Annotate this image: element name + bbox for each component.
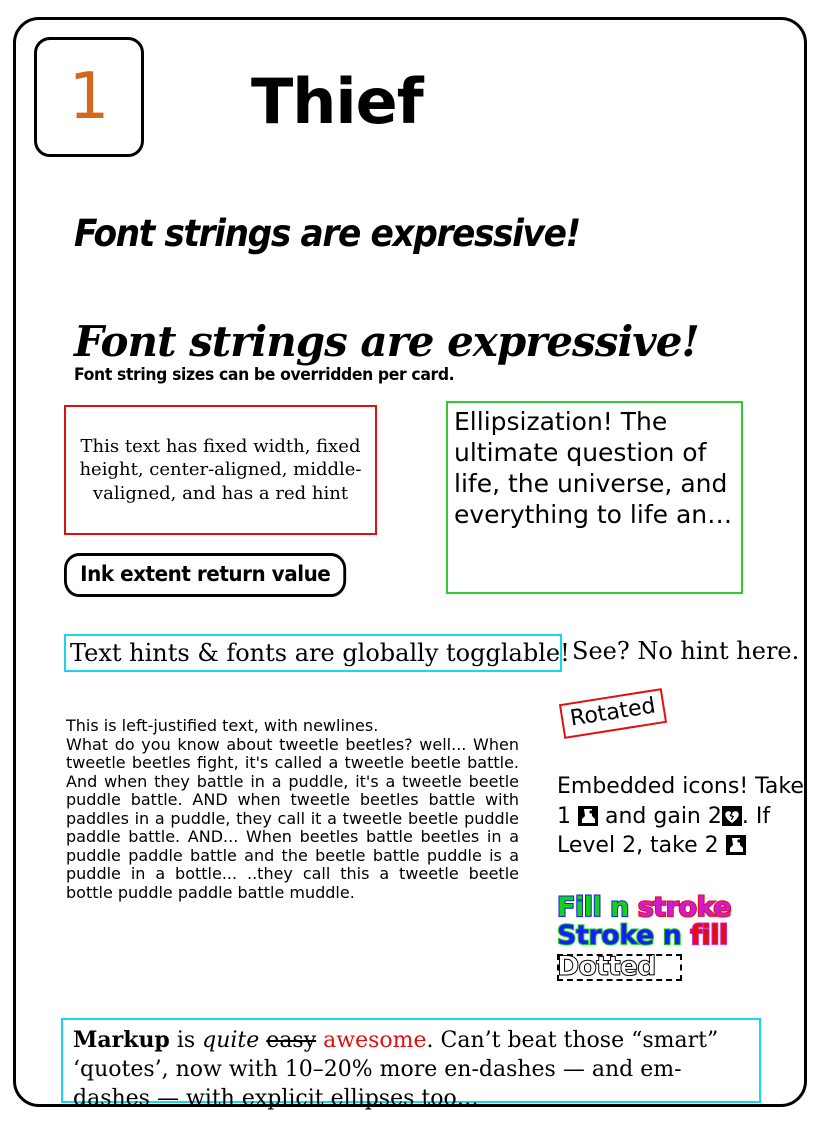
broken-heart-icon [722, 806, 742, 826]
expressive-subtext: Font string sizes can be overridden per card. [74, 365, 455, 385]
icons-text-part-1: Embedded icons! Take 1 [557, 774, 804, 829]
justified-first-line: This is left-justified text, with newlines. [66, 716, 379, 735]
boot-icon [578, 806, 598, 826]
rotated-label: Rotated [559, 688, 667, 739]
dotted-text: Dotted [557, 950, 656, 982]
hint-toggle-box [64, 634, 570, 672]
card-container [13, 17, 807, 1112]
dotted-text-wrapper [557, 951, 655, 982]
level-number: 1 [68, 60, 110, 134]
fill-stroke-line-2 [557, 922, 807, 950]
ellipsization-text: Ellipsization! The ultimate question of life, the universe, and everything to life an… [454, 407, 733, 529]
level-badge [34, 37, 144, 157]
markup-bold: Markup [73, 1027, 170, 1053]
markup-box [61, 1018, 761, 1112]
markup-rest: . Can’t beat those “smart” ‘quotes’, now with 10–20% more en-dashes — and em-dashes — with explicit ellipses too… [73, 1028, 719, 1112]
fill-n-text: Fill n [557, 892, 638, 923]
markup-red: awesome [323, 1028, 427, 1053]
fixed-size-text-box [64, 405, 377, 535]
markup-strike: easy [266, 1028, 317, 1053]
ink-extent-badge: Ink extent return value [64, 553, 347, 597]
boot-icon [726, 835, 746, 855]
expressive-heading-oblique: Font strings are expressive! [74, 212, 580, 255]
page-title: Thief [251, 65, 423, 138]
justified-text-block [66, 717, 519, 902]
ellipsization-text-box [446, 401, 743, 594]
stroke-text: stroke [637, 892, 732, 923]
no-hint-text: See? No hint here. [572, 637, 800, 665]
markup-mid: is [169, 1028, 203, 1053]
fill-stroke-demo [557, 894, 807, 982]
icons-text-part-3: . If Level 2, take 2 [557, 803, 771, 859]
justified-body: What do you know about tweetle beetles? well... When tweetle beetles fight, it's called a tweetle beetle battle. And when they battle in a puddle, it's a tweetle beetle puddle battle. AND when tweetle beetles battle with paddles in a puddle, they call it a tweetle beetle puddle paddle battle. AND... When beetles battle beetles in a puddle paddle battle and the beetle battle puddle is a puddle in a bottle... ..they call this a tweetle beetle bottle puddle paddle battle muddle. [66, 734, 519, 902]
markup-text [73, 1026, 749, 1113]
fill-stroke-line-1 [557, 894, 807, 922]
expressive-heading-serif: Font strings are expressive! [74, 317, 699, 366]
fixed-size-text: This text has fixed width, fixed height, center-aligned, middle-valigned, and has a red hint [79, 435, 362, 504]
dotted-outline [557, 954, 682, 981]
markup-italic: quite [202, 1028, 260, 1053]
icons-text-part-2: and gain 2 [598, 803, 722, 829]
hint-toggle-text: Text hints & fonts are globally togglable! [70, 639, 570, 667]
fill-text: fill [690, 920, 728, 952]
dotted-line-wrapper [557, 951, 807, 982]
stroke-n-text: Stroke n [557, 920, 691, 952]
embedded-icons-paragraph [557, 772, 807, 861]
